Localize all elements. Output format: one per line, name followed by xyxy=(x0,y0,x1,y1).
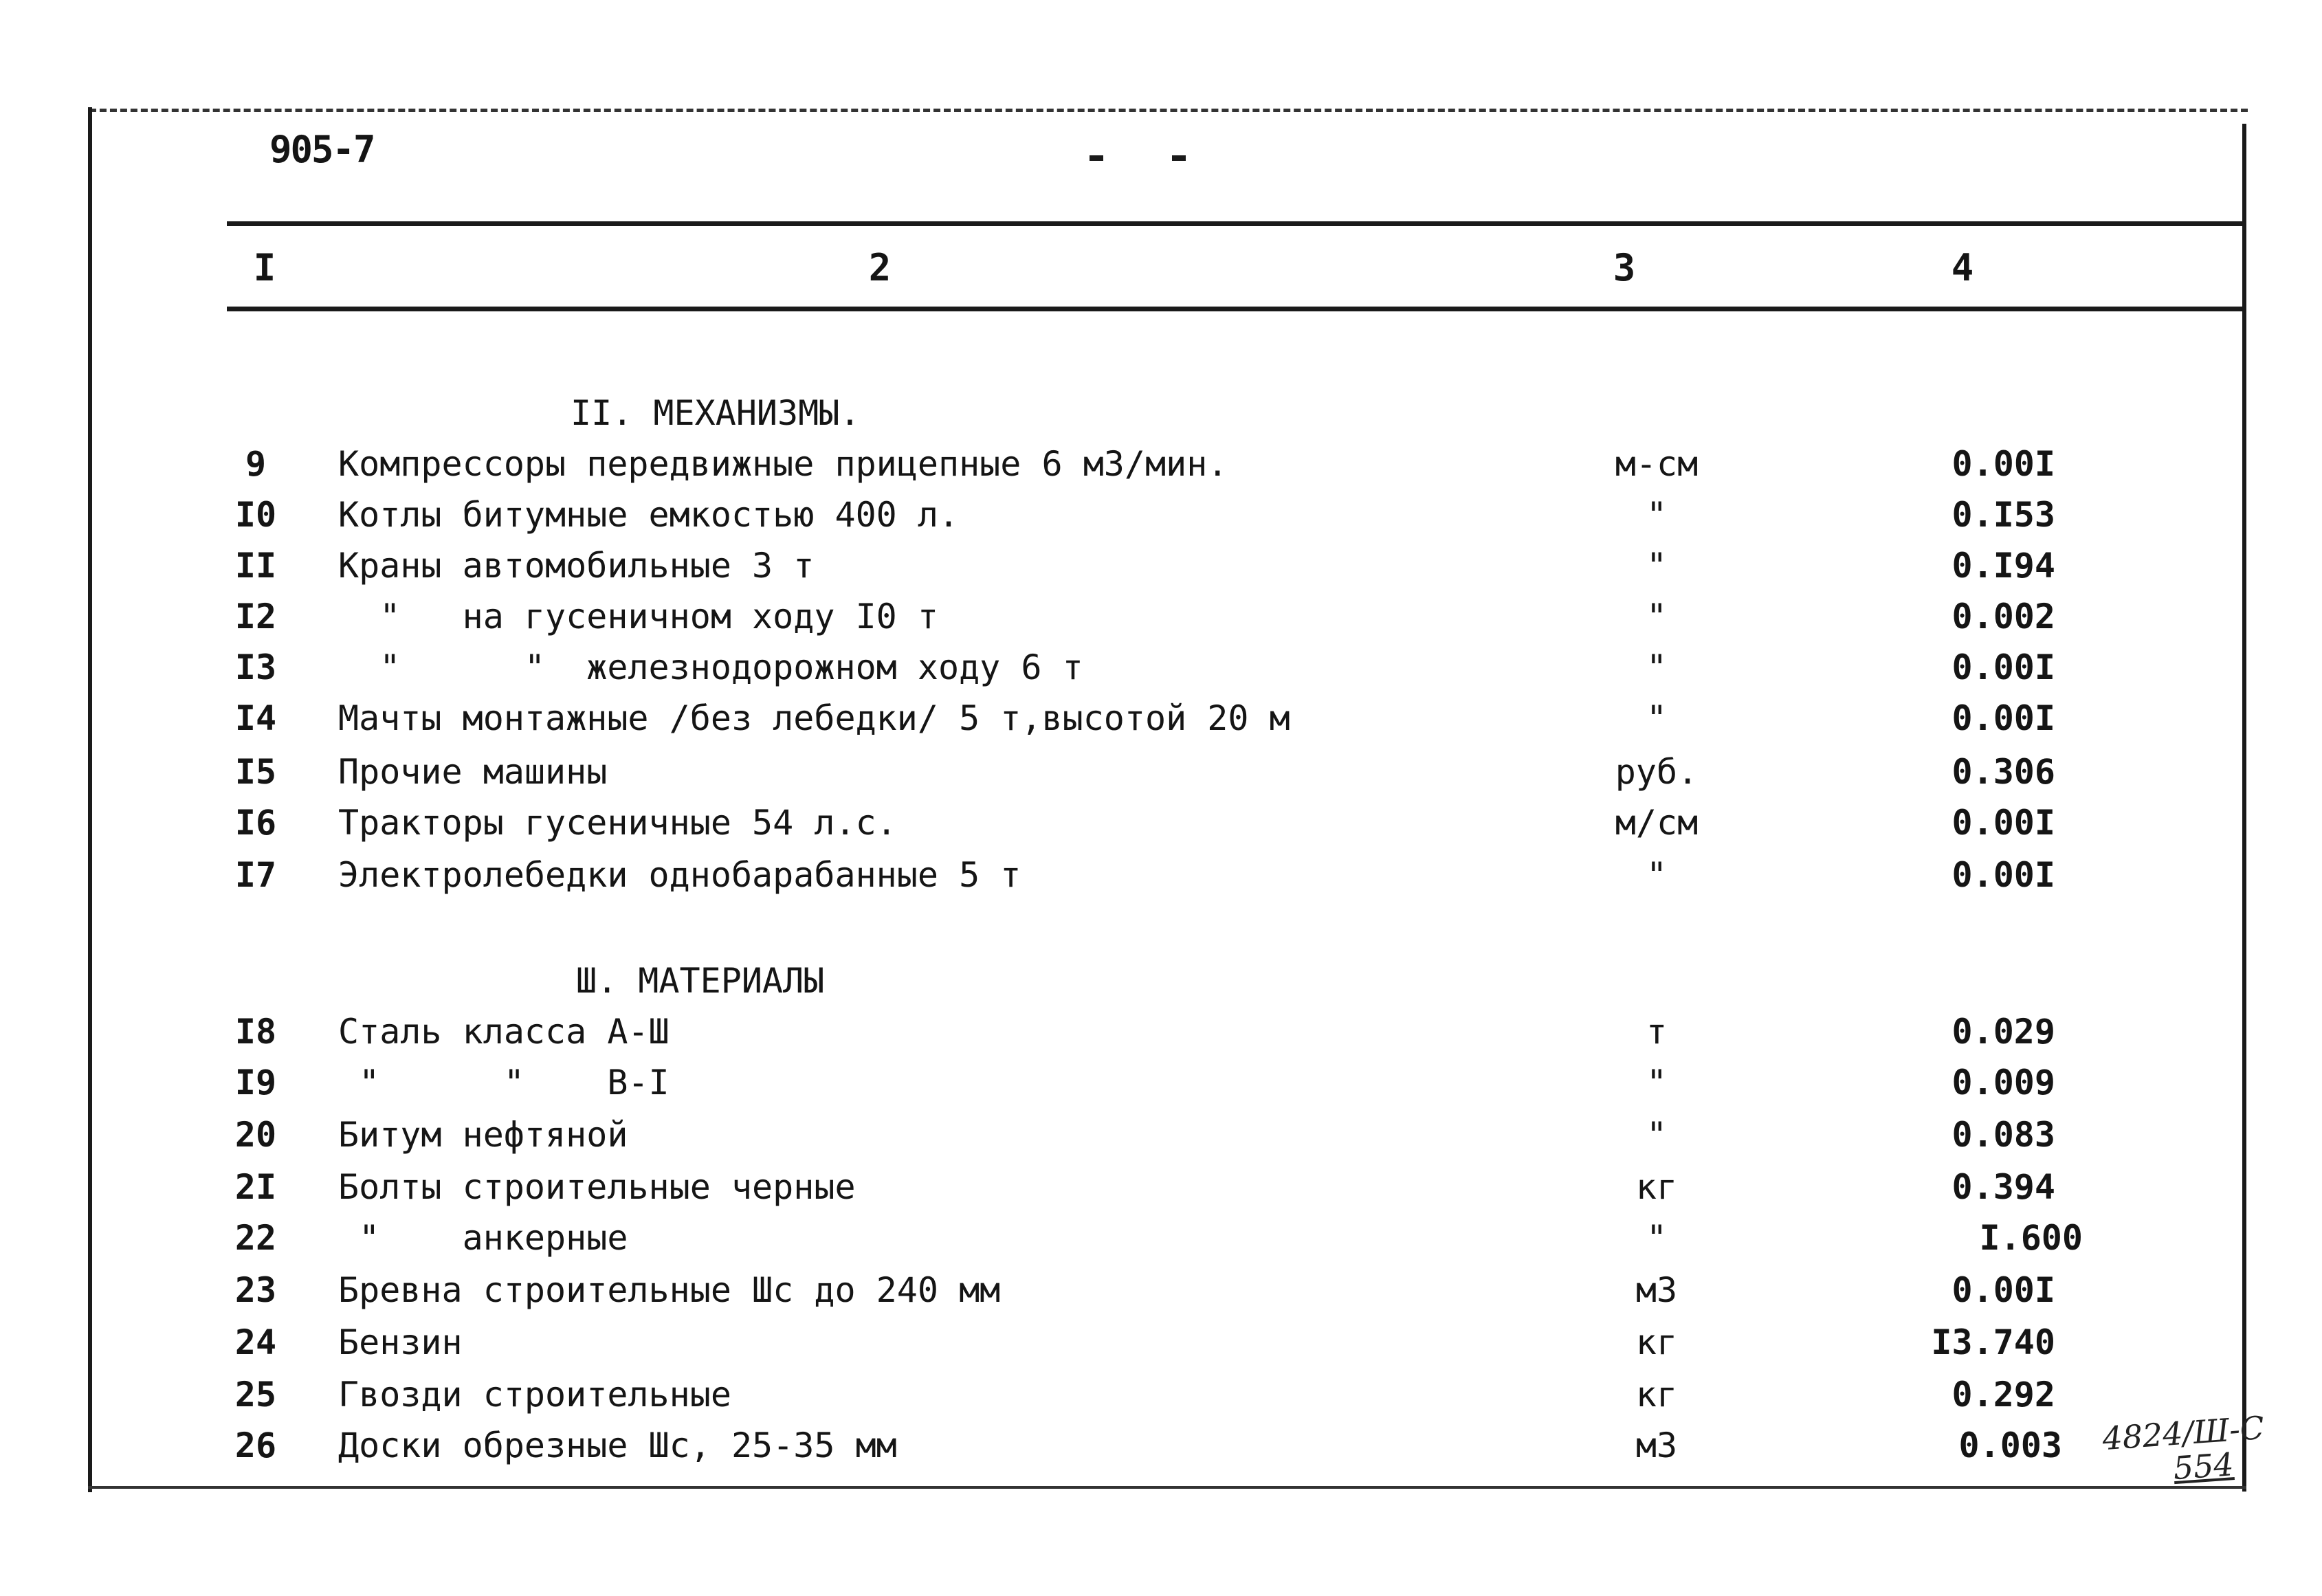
row-name: " на гусеничном ходу I0 т xyxy=(338,597,938,636)
row-unit: " xyxy=(1646,546,1668,586)
table-row xyxy=(0,1111,2322,1159)
row-name: Мачты монтажные /без лебедки/ 5 т,высотой 20 м xyxy=(338,698,1290,738)
row-unit: м3 xyxy=(1635,1426,1678,1465)
row-unit: кг xyxy=(1635,1167,1678,1207)
table-row xyxy=(0,1008,2322,1056)
row-number: I5 xyxy=(234,752,277,792)
table-row xyxy=(0,748,2322,796)
stamp-line-2: 554 xyxy=(2171,1445,2235,1487)
row-number: 9 xyxy=(245,444,267,484)
row-name: " " В-I xyxy=(338,1063,670,1102)
table-row xyxy=(0,694,2322,742)
row-name: Котлы битумные емкостью 400 л. xyxy=(338,495,960,535)
page-frame-bottom xyxy=(88,1486,2246,1489)
row-name: Электролебедки однобарабанные 5 т xyxy=(338,855,1021,895)
row-unit: " xyxy=(1646,1063,1668,1102)
row-number: 25 xyxy=(234,1375,277,1415)
table-row xyxy=(0,1371,2322,1419)
row-name: Тракторы гусеничные 54 л.с. xyxy=(338,803,897,843)
table-row xyxy=(0,1163,2322,1211)
row-unit: кг xyxy=(1635,1375,1678,1415)
row-name: Сталь класса А-Ш xyxy=(338,1012,670,1052)
row-name: Краны автомобильные 3 т xyxy=(338,546,815,586)
section-title-materials: Ш. МАТЕРИАЛЫ xyxy=(576,961,825,1001)
row-number: 23 xyxy=(234,1270,277,1310)
archive-stamp xyxy=(2101,1410,2268,1490)
page-frame-top xyxy=(89,109,2248,112)
table-row xyxy=(0,643,2322,691)
row-value: 0.00I xyxy=(1951,803,2055,843)
row-name: Гвозди строительные xyxy=(338,1375,731,1415)
table-row xyxy=(0,491,2322,539)
header-dash-left xyxy=(1090,155,1103,161)
row-number: 2I xyxy=(234,1167,277,1207)
row-number: I7 xyxy=(234,855,277,895)
row-name: " анкерные xyxy=(338,1218,628,1258)
table-header-rule xyxy=(227,307,2244,311)
row-name: Бревна строительные Шс до 240 мм xyxy=(338,1270,1001,1310)
column-header-1: I xyxy=(253,246,276,289)
document-code: 905-7 xyxy=(269,128,375,171)
row-name: Доски обрезные Шс, 25-35 мм xyxy=(338,1426,897,1465)
row-name: Компрессоры передвижные прицепные 6 м3/мин. xyxy=(338,444,1228,484)
row-number: II xyxy=(234,546,277,586)
row-unit: м/см xyxy=(1615,803,1699,843)
table-row xyxy=(0,1266,2322,1314)
row-name: Бензин xyxy=(338,1322,463,1362)
row-unit: " xyxy=(1646,597,1668,636)
column-header-4: 4 xyxy=(1951,246,1974,289)
row-unit: " xyxy=(1646,1218,1668,1258)
row-value: 0.083 xyxy=(1951,1115,2055,1155)
table-row xyxy=(0,1214,2322,1262)
table-row xyxy=(0,542,2322,590)
row-value: 0.I94 xyxy=(1951,546,2055,586)
column-header-3: 3 xyxy=(1613,246,1636,289)
row-name: Битум нефтяной xyxy=(338,1115,628,1155)
row-unit: м-см xyxy=(1615,444,1699,484)
row-unit: " xyxy=(1646,698,1668,738)
row-unit: т xyxy=(1646,1012,1668,1052)
row-value: 0.292 xyxy=(1951,1375,2055,1415)
row-value: 0.003 xyxy=(1958,1426,2062,1465)
row-value: 0.00I xyxy=(1951,1270,2055,1310)
row-unit: " xyxy=(1646,647,1668,687)
row-name: Прочие машины xyxy=(338,752,608,792)
row-value: 0.002 xyxy=(1951,597,2055,636)
row-value: 0.00I xyxy=(1951,855,2055,895)
table-row xyxy=(0,851,2322,899)
row-value: 0.I53 xyxy=(1951,495,2055,535)
table-row xyxy=(0,1318,2322,1366)
table-row xyxy=(0,1421,2322,1470)
row-unit: м3 xyxy=(1635,1270,1678,1310)
section-title-mechanisms: II. МЕХАНИЗМЫ. xyxy=(571,393,861,433)
header-dash-right xyxy=(1172,155,1186,161)
row-number: I2 xyxy=(234,597,277,636)
table-top-rule xyxy=(227,221,2244,226)
row-number: I6 xyxy=(234,803,277,843)
row-unit: кг xyxy=(1635,1322,1678,1362)
row-value: 0.00I xyxy=(1951,698,2055,738)
row-name: " " железнодорожном ходу 6 т xyxy=(338,647,1083,687)
row-unit: руб. xyxy=(1615,752,1699,792)
row-number: 22 xyxy=(234,1218,277,1258)
row-number: 26 xyxy=(234,1426,277,1465)
table-row xyxy=(0,592,2322,641)
table-row xyxy=(0,440,2322,488)
row-value: 0.009 xyxy=(1951,1063,2055,1102)
row-unit: " xyxy=(1646,855,1668,895)
row-number: I4 xyxy=(234,698,277,738)
row-number: I9 xyxy=(234,1063,277,1102)
row-number: 20 xyxy=(234,1115,277,1155)
row-number: I0 xyxy=(234,495,277,535)
row-name: Болты строительные черные xyxy=(338,1167,856,1207)
row-value: I3.740 xyxy=(1931,1322,2055,1362)
row-value: I.600 xyxy=(1979,1218,2083,1258)
row-value: 0.00I xyxy=(1951,647,2055,687)
row-number: I3 xyxy=(234,647,277,687)
row-unit: " xyxy=(1646,495,1668,535)
row-number: 24 xyxy=(234,1322,277,1362)
table-row xyxy=(0,1059,2322,1107)
row-number: I8 xyxy=(234,1012,277,1052)
stamp-line-1: 4824/Ш-С xyxy=(2101,1408,2266,1458)
table-row xyxy=(0,799,2322,847)
row-value: 0.029 xyxy=(1951,1012,2055,1052)
column-header-2: 2 xyxy=(868,246,892,289)
row-value: 0.306 xyxy=(1951,752,2055,792)
row-value: 0.394 xyxy=(1951,1167,2055,1207)
row-value: 0.00I xyxy=(1951,444,2055,484)
row-unit: " xyxy=(1646,1115,1668,1155)
